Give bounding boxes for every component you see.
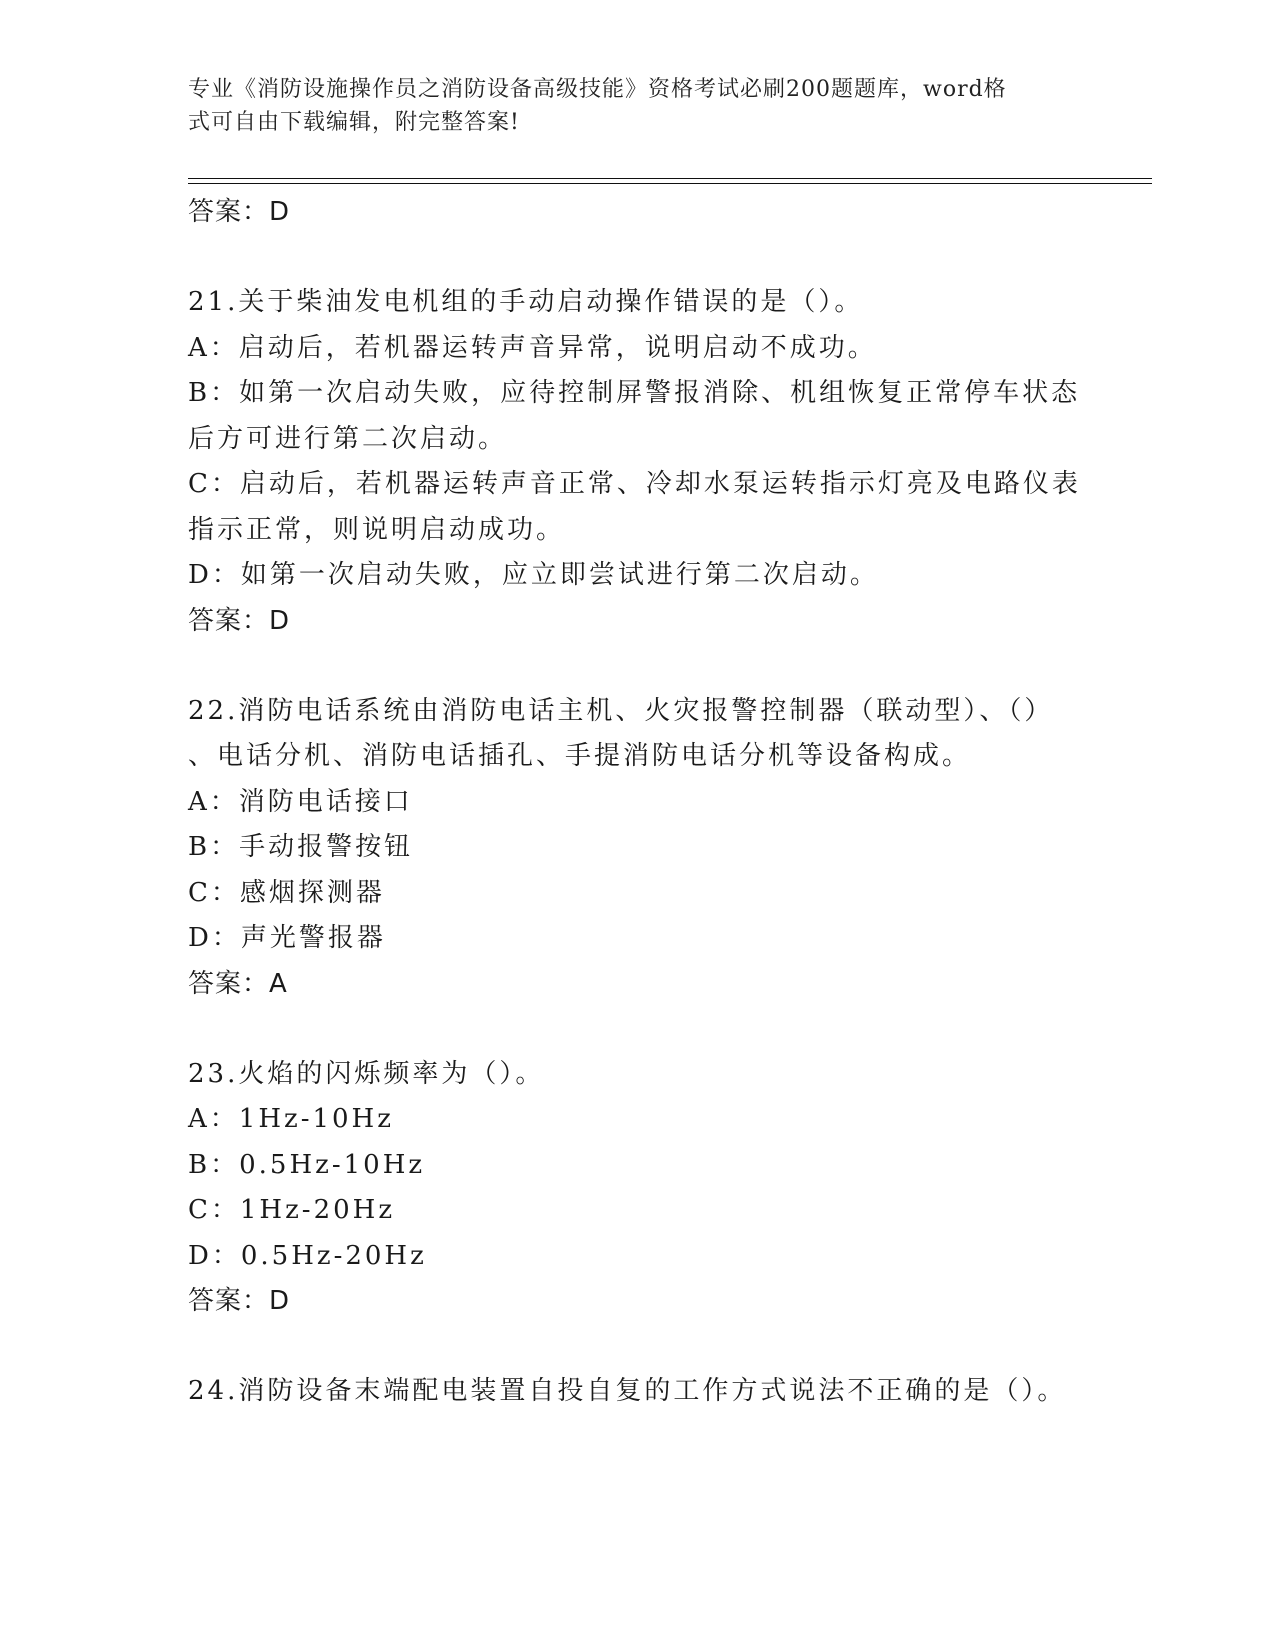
option-a: A：消防电话接口 <box>188 786 413 817</box>
spacer <box>188 1323 1088 1369</box>
option-b-continued: 后方可进行第二次启动。 <box>188 423 508 454</box>
option-b: B：手动报警按钮 <box>188 832 414 862</box>
option-d: D：声光警报器 <box>188 923 386 953</box>
option-a: A：1Hz-10Hz <box>188 1104 394 1134</box>
question-stem: 21.关于柴油发电机组的手动启动操作错误的是（）。 <box>188 287 864 317</box>
question-21 <box>188 280 1088 643</box>
question-22 <box>188 689 1088 1006</box>
option-d: D：0.5Hz-20Hz <box>188 1240 427 1271</box>
answer: 答案：D <box>188 605 291 636</box>
question-24 <box>188 1369 1088 1415</box>
question-23 <box>188 1052 1088 1324</box>
option-d: D：如第一次启动失败，应立即尝试进行第二次启动。 <box>188 560 879 590</box>
option-a: A：启动后，若机器运转声音异常，说明启动不成功。 <box>188 332 877 363</box>
spacer <box>188 234 1088 280</box>
answer: 答案：D <box>188 1286 291 1316</box>
option-c: C：感烟探测器 <box>188 877 385 908</box>
question-list <box>188 190 1088 1415</box>
option-b: B：如第一次启动失败，应待控制屏警报消除、机组恢复正常停车状态 <box>188 378 1081 408</box>
header-rule-bottom <box>188 183 1152 184</box>
option-c: C：1Hz-20Hz <box>188 1195 396 1225</box>
question-stem: 24.消防设备末端配电装置自投自复的工作方式说法不正确的是（）。 <box>188 1376 1067 1406</box>
header-rule-top <box>188 178 1152 179</box>
question-stem: 22.消防电话系统由消防电话主机、火灾报警控制器（联动型）、（） <box>188 695 1054 726</box>
spacer <box>188 643 1088 689</box>
spacer <box>188 1006 1088 1052</box>
answer: 答案：A <box>188 968 288 999</box>
header-line-2: 式可自由下载编辑，附完整答案! <box>188 110 520 135</box>
header-line-1: 专业《消防设施操作员之消防设备高级技能》资格考试必刷200题题库，word格 <box>188 77 1007 102</box>
option-c-continued: 指示正常，则说明启动成功。 <box>188 514 566 545</box>
question-stem: 23.火焰的闪烁频率为（）。 <box>188 1058 545 1089</box>
option-b: B：0.5Hz-10Hz <box>188 1149 426 1180</box>
previous-answer: 答案：D <box>188 197 291 227</box>
question-stem-continued: 、电话分机、消防电话插孔、手提消防电话分机等设备构成。 <box>188 741 972 771</box>
document-header <box>188 73 1068 139</box>
option-c: C：启动后，若机器运转声音正常、冷却水泵运转指示灯亮及电路仪表 <box>188 469 1081 499</box>
